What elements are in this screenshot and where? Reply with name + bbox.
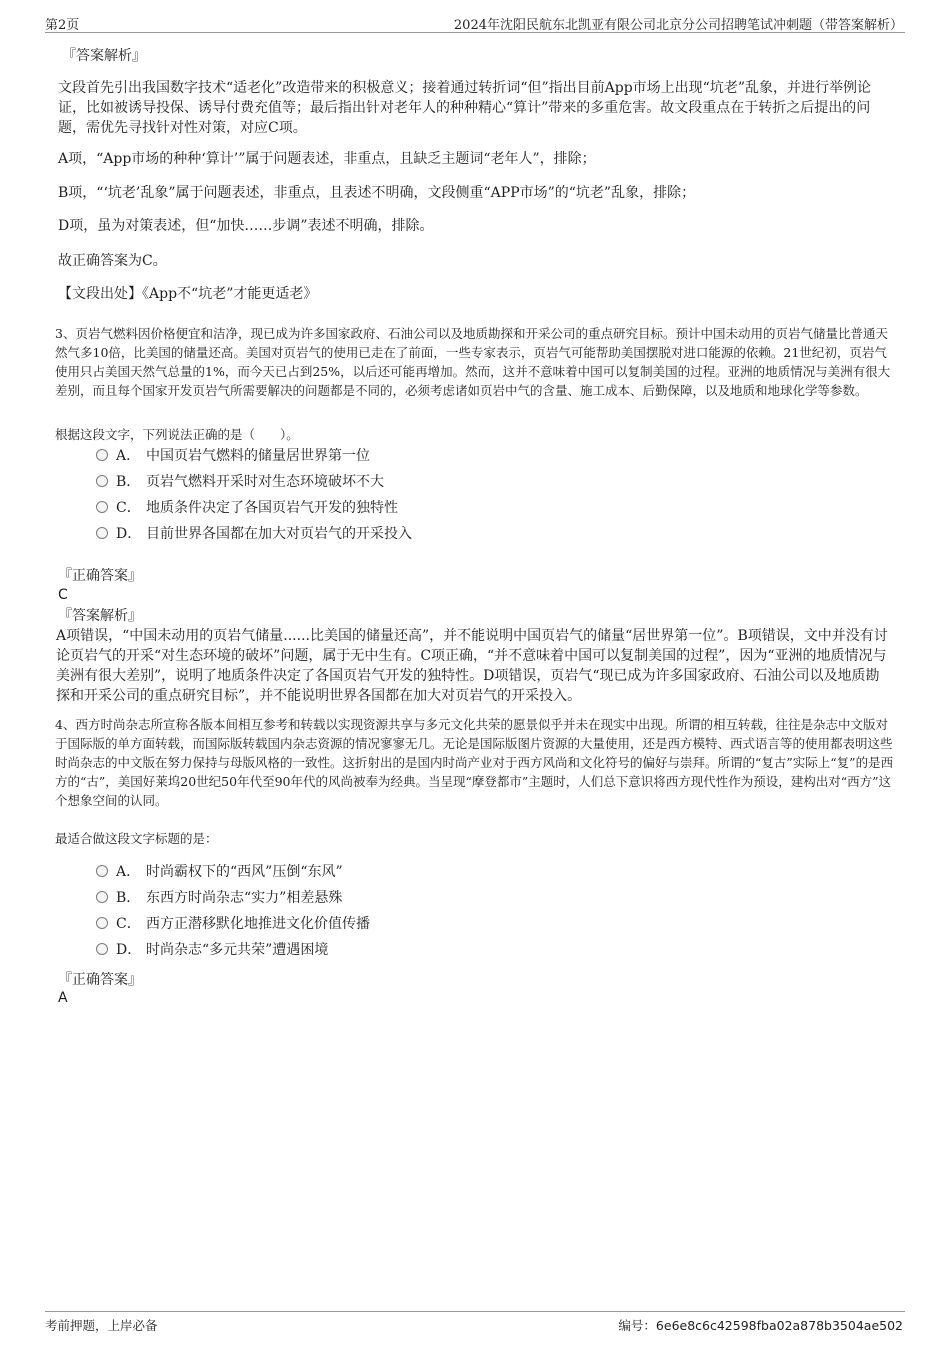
q4-option-a-key: A． — [116, 864, 141, 880]
q4-option-c[interactable] — [96, 914, 370, 934]
q3-option-c-key: C． — [116, 500, 141, 516]
q4-answer-label: 『正确答案』 — [58, 972, 142, 988]
radio-icon[interactable] — [96, 917, 108, 929]
q4-passage: 4、西方时尚杂志所宣称各版本间相互参考和转载以实现资源共享与多元文化共荣的愿景似乎并未在现实中出现。所谓的相互转载，往往是杂志中文版对于国际版的单方面转载，而国际版转载国内杂志资源的情况寥寥无几。无论是国际版图片资源的大量使用，还是西方模特、西式语言等的使用都表明这些时尚杂志的中文版在努力保持与母版风格的一致性。这折射出的是国内时尚产业对于西方风尚和文化符号的偏好与崇拜。所谓的“复古”实际上“复”的是西方的“古”，美国好莱坞20世纪50年代至90年代的风尚被奉为经典。当呈现“摩登都市”主题时，人们总下意识将西方现代性作为预设，建构出对“西方”这个想象空间的认同。 — [55, 717, 894, 808]
q4-option-d-text: 时尚杂志“多元共荣”遭遇困境 — [146, 942, 329, 958]
radio-icon[interactable] — [96, 891, 108, 903]
q3-analysis-text: A项错误，“中国未动用的页岩气储量......比美国的储量还高”，并不能说明中国页岩气的储量“居世界第一位”。B项错误，文中并没有讨论页岩气的开采“对生态环境的破坏”问题，属于无中生有。C项正确，“并不意味着中国可以复制美国的过程”，因为“亚洲的地质情况与美洲有很大差别”，说明了地质条件决定了各国页岩气开发的独特性。D项错误，页岩气“现已成为许多国家政府、石油公司以及地质勘探和开采公司的重点研究目标”，并不能说明世界各国都在加大对页岩气的开采投入。 — [56, 628, 888, 704]
q4-question: 最适合做这段文字标题的是： — [55, 831, 218, 846]
radio-icon[interactable] — [96, 865, 108, 877]
q3-question: 根据这段文字，下列说法正确的是（ ）。 — [55, 427, 299, 442]
q4-option-d[interactable] — [96, 940, 328, 960]
q4-option-b[interactable] — [96, 888, 342, 908]
q3-option-c-text: 地质条件决定了各国页岩气开发的独特性 — [146, 500, 398, 516]
q2-option-b-note: B项，“‘坑老’乱象”属于问题表述，非重点，且表述不明确，文段侧重“APP市场”的“坑老”乱象，排除； — [58, 185, 696, 201]
q3-option-d-text: 目前世界各国都在加大对页岩气的开采投入 — [146, 526, 412, 542]
page-header — [45, 12, 905, 33]
q3-answer: C — [58, 587, 68, 603]
q3-option-a[interactable] — [96, 446, 370, 466]
q3-option-a-key: A． — [116, 448, 141, 464]
q2-conclusion: 故正确答案为C。 — [58, 253, 167, 269]
q3-option-b-text: 页岩气燃料开采时对生态环境破坏不大 — [146, 474, 384, 490]
q4-option-a[interactable] — [96, 862, 343, 882]
q4-option-b-text: 东西方时尚杂志“实力”相差悬殊 — [146, 890, 343, 906]
q3-option-b-key: B． — [116, 474, 141, 490]
q2-analysis-text: 文段首先引出我国数字技术“适老化”改造带来的积极意义；接着通过转折词“但”指出目前App市场上出现“坑老”乱象，并进行举例论证，比如被诱导投保、诱导付费充值等；最后指出针对老年人的种种精心“算计”带来的多重危害。故文段重点在于转折之后提出的问题，需优先寻找针对性对策，对应C项。 — [58, 80, 871, 136]
radio-icon[interactable] — [96, 943, 108, 955]
page-footer — [45, 1311, 905, 1336]
q4-option-b-key: B． — [116, 890, 141, 906]
page-number: 第2页 — [45, 18, 80, 33]
document-code: 编号：6e6e8c6c42598fba02a878b3504ae502 — [618, 1318, 903, 1333]
q3-option-a-text: 中国页岩气燃料的储量居世界第一位 — [146, 448, 370, 464]
q3-option-c[interactable] — [96, 498, 398, 518]
q3-analysis-label: 『答案解析』 — [58, 608, 142, 624]
q2-option-a-note: A项，“App市场的种种‘算计’”属于问题表述，非重点，且缺乏主题词“老年人”，排除； — [58, 151, 596, 167]
q3-option-d-key: D． — [116, 526, 142, 542]
q2-source: 【文段出处】《App不“坑老”才能更适老》 — [58, 286, 318, 302]
document-title: 2024年沈阳民航东北凯亚有限公司北京分公司招聘笔试冲刺题（带答案解析） — [453, 18, 903, 33]
q3-answer-label: 『正确答案』 — [58, 568, 142, 584]
q4-option-c-key: C． — [116, 916, 141, 932]
q3-option-d[interactable] — [96, 524, 412, 544]
radio-icon[interactable] — [96, 475, 108, 487]
q4-option-d-key: D． — [116, 942, 142, 958]
q4-option-a-text: 时尚霸权下的“西风”压倒“东风” — [146, 864, 343, 880]
q4-answer: A — [58, 990, 68, 1006]
radio-icon[interactable] — [96, 449, 108, 461]
footer-slogan: 考前押题，上岸必备 — [45, 1318, 158, 1333]
q3-passage: 3、页岩气燃料因价格便宜和洁净，现已成为许多国家政府、石油公司以及地质勘探和开采公司的重点研究目标。预计中国未动用的页岩气储量比普通天然气多10倍，比美国的储量还高。美国对页岩气的使用已走在了前面，一些专家表示，页岩气可能帮助美国摆脱对进口能源的依赖。21世纪初，页岩气使用只占美国天然气总量的1%，而今天已占到25%，以后还可能再增加。然而，这并不意味着中国可以复制美国的过程。亚洲的地质情况与美洲有很大差别，而且每个国家开发页岩气所需要解决的问题都是不同的，必须考虑诸如页岩中气的含量、施工成本、后勤保障，以及地质和地球化学等参数。 — [55, 326, 891, 398]
q2-option-d-note: D项，虽为对策表述，但“加快……步调”表述不明确，排除。 — [58, 218, 434, 234]
q2-analysis-label: 『答案解析』 — [62, 48, 146, 64]
radio-icon[interactable] — [96, 501, 108, 513]
q3-option-b[interactable] — [96, 472, 384, 492]
q4-option-c-text: 西方正潜移默化地推进文化价值传播 — [146, 916, 370, 932]
radio-icon[interactable] — [96, 527, 108, 539]
